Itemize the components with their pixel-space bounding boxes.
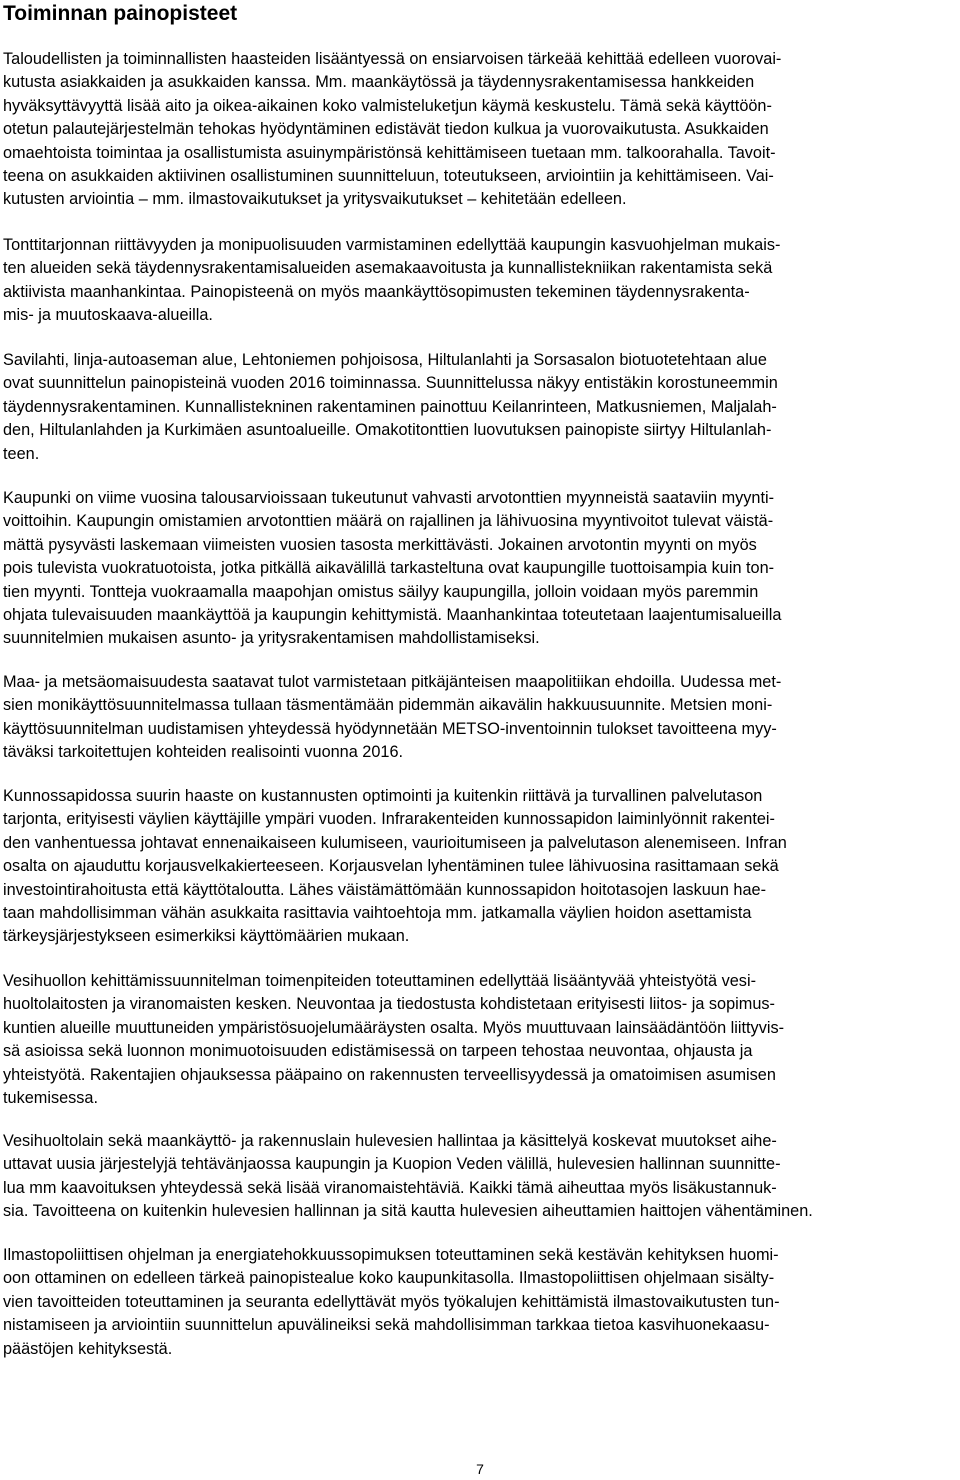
- paragraph-plot-sales: Kaupunki on viime vuosina talousarvioissaan tukeutunut vahvasti arvotonttien myynneistä saataviin myynti- voittoihin. Kaupungin omistamien arvotonttien määrä on rajallinen ja lähivuosina myyntivoitot tulevat väistä- mättä pysyvästi laskemaan viimeisten vuosien tasosta merkittävästi. Jokainen arvotontin myynti on myös pois tulevista vuokratuotoista, jotka pitkällä aikavälillä tarkasteltuna ovat kaupungille tuottoisampia kuin ton- tien myynti. Tontteja vuokraamalla maapohjan omistus säilyy kaupungilla, jolloin voidaan myös paremmin ohjata tulevaisuuden maankäyttöä ja kaupungin kehittymistä. Maanhankintaa toteutetaan laajentumisalueilla suunnitelmien mukaisen asunto- ja yritysrakentamisen mahdollistamiseksi.: [3, 489, 782, 648]
- paragraph-interaction: Taloudellisten ja toiminnallisten haasteiden lisääntyessä on ensiarvoisen tärkeää kehittää edelleen vuorovai- kutusta asiakkaiden ja asukkaiden kanssa. Mm. maankäytössä ja täydennysrakentamisessa hankkeiden hyväksyttävyyttä lisää aito ja oikea-aikainen koko valmisteluketjun käymä keskustelu. Tämä sekä käyttöön- otetun palautejärjestelmän tehokas hyödyntäminen edistävät tiedon kulkua ja vuorovaikutusta. Asukkaiden omaehtoista toimintaa ja osallistumista asuinympäristönsä kehittämiseen tuetaan mm. talkoorahalla. Tavoit- teena on asukkaiden aktiivinen osallistuminen suunnitteluun, toteutukseen, arviointiin ja kehittämiseen. Vai- kutusten arviointia – mm. ilmastovaikutukset ja yritysvaikutukset – kehitetään edelleen.: [3, 50, 782, 209]
- section-heading: Toiminnan painopisteet: [3, 2, 238, 25]
- document-page: [3, 0, 953, 1358]
- paragraph-plot-supply: Tonttitarjonnan riittävyyden ja monipuolisuuden varmistaminen edellyttää kaupungin kasvuohjelman mukais- ten alueiden sekä täydennysrakentamisalueiden asemakaavoitusta ja kunnallistekniikan rakentamista sekä aktiivista maanhankintaa. Painopisteenä on myös maankäyttösopimusten tekeminen täydennysrakenta- mis- ja muutoskaava-alueilla.: [3, 236, 781, 325]
- page-number: 7: [476, 1461, 484, 1477]
- paragraph-water-supply: Vesihuollon kehittämissuunnitelman toimenpiteiden toteuttaminen edellyttää lisääntyvää yhteistyötä vesi- huoltolaitosten ja viranomaisten kesken. Neuvontaa ja tiedostusta kohdistetaan erityisesti liitos- ja sopimus- kuntien alueille muuttuneiden ympäristösuojelumääräysten osalta. Myös muuttuvaan lainsäädäntöön liittyvis- sä asioissa sekä luonnon monimuotoisuuden edistämisessä on tarpeen tehostaa neuvontaa, ohjausta ja yhteistyötä. Rakentajien ohjauksessa pääpaino on rakennusten terveellisyydessä ja omatoimisen asumisen tukemisessa.: [3, 972, 785, 1108]
- paragraph-stormwater: Vesihuoltolain sekä maankäyttö- ja rakennuslain hulevesien hallintaa ja käsittelyä koskevat muutokset aihe- uttavat uusia järjestelyjä tehtävänjaossa kaupungin ja Kuopion Veden välillä, hulevesien hallinnan suunnitte- lua mm kaavoituksen yhteydessä sekä lisää viranomaistehtäviä. Kaikki tämä aiheuttaa myös lisäkustannuk- sia. Tavoitteena on kuitenkin hulevesien hallinnan ja sitä kautta hulevesien aiheuttamien haittojen vähentäminen.: [3, 1132, 813, 1221]
- paragraph-climate-policy: Ilmastopoliittisen ohjelman ja energiatehokkuussopimuksen toteuttaminen sekä kestävän kehityksen huomi- oon ottaminen on edelleen tärkeä painopistealue koko kaupunkitasolla. Ilmastopoliittisen ohjelmaan sisälty- vien tavoitteiden toteuttaminen ja seuranta edellyttävät myös työkalujen kehittämistä ilmastovaikutusten tun- nistamiseen ja arviointiin suunnittelun apuvälineiksi sekä mahdollisimman tarkkaa tietoa kasvihuonekaasu- päästöjen kehityksestä.: [3, 1246, 780, 1358]
- paragraph-forest-assets: Maa- ja metsäomaisuudesta saatavat tulot varmistetaan pitkäjänteisen maapolitiikan ehdoilla. Uudessa met- sien monikäyttösuunnitelmassa tullaan täsmentämään pidemmän aikavälin hakkuusuunnite. Metsien moni- käyttösuunnitelman uudistamisen yhteydessä hyödynnetään METSO-inventoinnin tulokset tavoitteena myy- täväksi tarkoitettujen kohteiden realisointi vuonna 2016.: [3, 673, 782, 762]
- paragraph-maintenance: Kunnossapidossa suurin haaste on kustannusten optimointi ja kuitenkin riittävä ja turvallinen palvelutason tarjonta, erityisesti väylien käyttäjille ympäri vuoden. Infrarakenteiden kunnossapidon laiminlyönnit rakentei- den vanhentuessa johtavat ennenaikaiseen kulumiseen, vaurioitumiseen ja palvelutason alenemiseen. Infran osalta on ajauduttu korjausvelkakierteeseen. Korjausvelan lyhentäminen tulee lähivuosina rasittamaan sekä investointirahoitusta että käyttötaloutta. Lähes väistämättömään kunnossapidon hoitotasojen laskuun hae- taan mahdollisimman vähän asukkaita rasittavia vaihtoehtoja mm. jatkamalla väylien hoidon asettamista tärkeysjärjestykseen esimerkiksi käyttömäärien mukaan.: [3, 787, 787, 946]
- paragraph-planning-focus: Savilahti, linja-autoaseman alue, Lehtoniemen pohjoisosa, Hiltulanlahti ja Sorsasalon biotuotetehtaan alue ovat suunnittelun painopisteinä vuoden 2016 toiminnassa. Suunnittelussa näkyy entistäkin korostuneemmin täydennysrakentaminen. Kunnallistekninen rakentaminen painottuu Keilanrinteen, Matkusniemen, Maljalah- den, Hiltulanlahden ja Kurkimäen asuntoalueille. Omakotitonttien luovutuksen painopiste siirtyy Hiltulanlah- teen.: [3, 351, 778, 463]
